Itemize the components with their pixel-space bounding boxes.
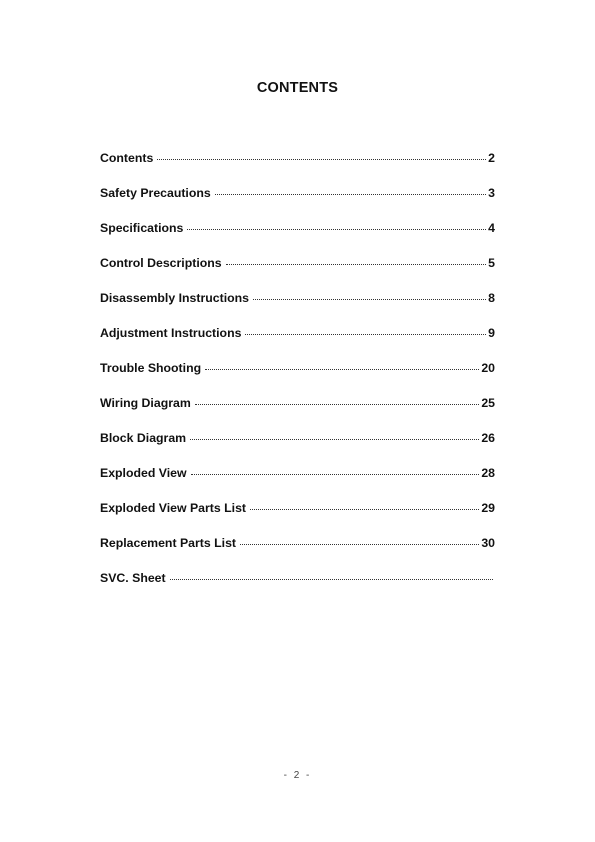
toc-entry-exploded-view-parts-list[interactable] (100, 501, 495, 536)
toc-entry-control-descriptions[interactable] (100, 256, 495, 291)
toc-entry-page: 2 (488, 151, 495, 165)
toc-entry-label: Exploded View (100, 466, 187, 480)
toc-entry-adjustment-instructions[interactable] (100, 326, 495, 361)
toc-entry-page: 29 (481, 501, 495, 515)
page-title: CONTENTS (256, 80, 339, 96)
table-of-contents (100, 151, 495, 606)
toc-entry-page: 28 (481, 466, 495, 480)
toc-entry-label: Wiring Diagram (100, 396, 191, 410)
toc-entry-label: Disassembly Instructions (100, 291, 249, 305)
toc-entry-page: 9 (488, 326, 495, 340)
toc-entry-label: SVC. Sheet (100, 571, 166, 585)
toc-entry-disassembly-instructions[interactable] (100, 291, 495, 326)
toc-entry-label: Replacement Parts List (100, 536, 236, 550)
toc-entry-label: Trouble Shooting (100, 361, 202, 375)
dot-leader (240, 544, 479, 545)
toc-entry-page: 20 (481, 361, 495, 375)
toc-entry-page: 26 (481, 431, 495, 445)
dot-leader (253, 299, 486, 300)
toc-entry-wiring-diagram[interactable] (100, 396, 495, 431)
toc-entry-label: Control Descriptions (100, 256, 222, 270)
dot-leader (191, 474, 480, 475)
toc-entry-page: 4 (488, 221, 495, 235)
dot-leader (215, 194, 486, 195)
dot-leader (205, 369, 479, 370)
dot-leader (157, 159, 486, 160)
dot-leader (170, 579, 493, 580)
toc-entry-block-diagram[interactable] (100, 431, 495, 466)
toc-entry-contents[interactable] (100, 151, 495, 186)
toc-entry-trouble-shooting[interactable] (100, 361, 495, 396)
toc-entry-page: 3 (488, 186, 495, 200)
dot-leader (195, 404, 480, 405)
toc-entry-label: Safety Precautions (100, 186, 211, 200)
toc-entry-label: Specifications (100, 221, 184, 235)
page-number: - 2 - (283, 770, 312, 781)
toc-entry-svc-sheet[interactable] (100, 571, 495, 606)
toc-entry-safety-precautions[interactable] (100, 186, 495, 221)
dot-leader (187, 229, 486, 230)
toc-entry-exploded-view[interactable] (100, 466, 495, 501)
toc-entry-page: 25 (481, 396, 495, 410)
toc-entry-specifications[interactable] (100, 221, 495, 256)
toc-entry-label: Exploded View Parts List (100, 501, 247, 515)
toc-entry-label: Contents (100, 151, 154, 165)
toc-entry-label: Block Diagram (100, 431, 187, 445)
dot-leader (190, 439, 479, 440)
toc-entry-page: 30 (481, 536, 495, 550)
toc-entry-replacement-parts-list[interactable] (100, 536, 495, 571)
toc-entry-page: 5 (488, 256, 495, 270)
dot-leader (250, 509, 479, 510)
toc-entry-page: 8 (488, 291, 495, 305)
dot-leader (226, 264, 487, 265)
toc-entry-label: Adjustment Instructions (100, 326, 242, 340)
dot-leader (245, 334, 486, 335)
